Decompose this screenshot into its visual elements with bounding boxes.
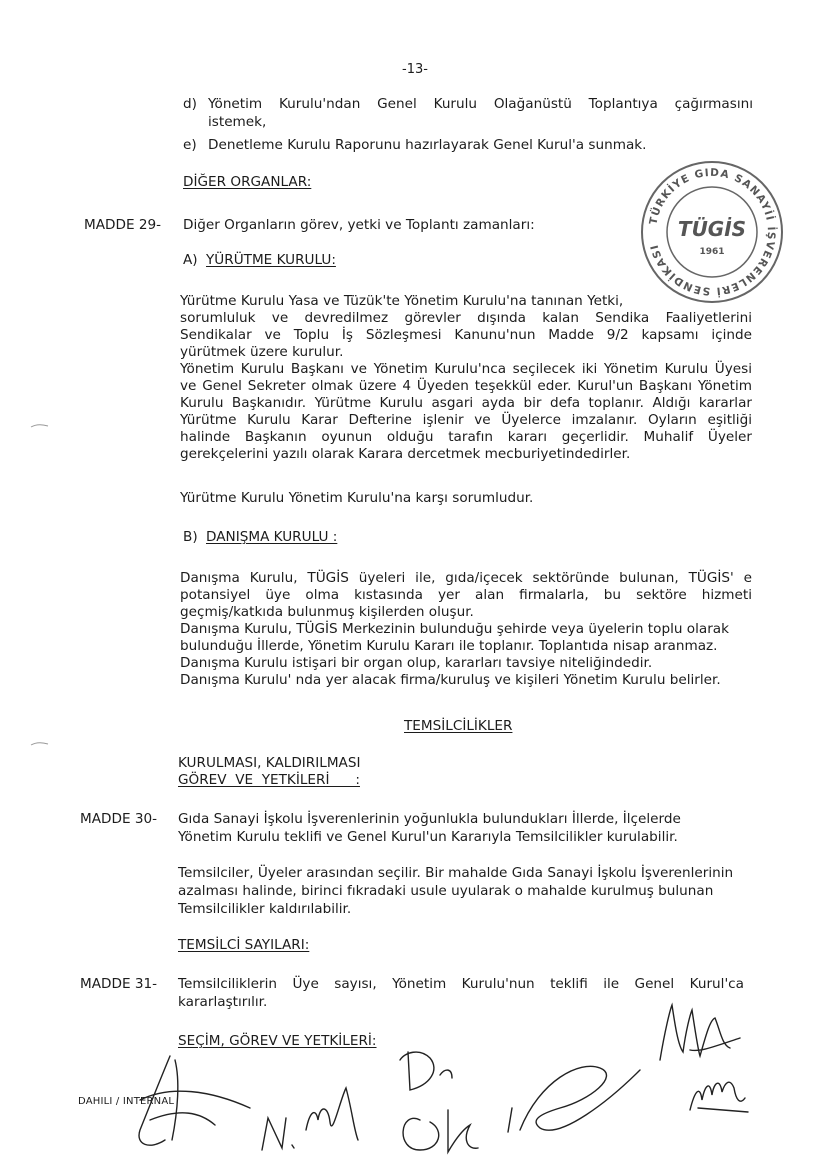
seal-name: TÜGİS bbox=[677, 217, 747, 241]
danisma-line-6: Danışma Kurulu istişari bir organ olup, kararları tavsiye niteliğindedir. bbox=[180, 655, 653, 671]
kurulmasi-line-2: GÖREV VE YETKİLERİ : bbox=[178, 772, 360, 788]
heading-diger-organlar: DİĞER ORGANLAR: bbox=[183, 174, 312, 190]
item-d-line-2: istemek, bbox=[208, 114, 267, 130]
yurutme-line-5: Yönetim Kurulu Başkanı ve Yönetim Kurulu'nca seçilecek iki Yönetim Kurulu Üyesi bbox=[180, 361, 752, 377]
madde-30-line-4: azalması halinde, birinci fıkradaki usule uyularak o mahalde kurulmuş bulunan bbox=[178, 883, 714, 899]
madde-30-line-2: Yönetim Kurulu teklifi ve Genel Kurul'un Kararıyla Temsilcilikler kurulabilir. bbox=[178, 829, 678, 845]
yurutme-line-7: Kurulu Başkanıdır. Yürütme Kurulu asgari ayda bir defa toplanır. Aldığı kararlar bbox=[180, 395, 752, 411]
madde-31-line-2: kararlaştırılır. bbox=[178, 994, 268, 1010]
madde-30-line-3: Temsilciler, Üyeler arasından seçilir. Bir mahalde Gıda Sanayi İşkolu İşverenlerinin bbox=[178, 865, 734, 881]
yurutme-line-2: sorumluluk ve devredilmez görevler dışında kalan Sendika Faaliyetlerini bbox=[180, 310, 752, 326]
tugis-seal-stamp bbox=[636, 156, 788, 308]
margin-mark bbox=[30, 422, 50, 430]
yurutme-line-9: halinde Başkanın oyunun olduğu tarafın kararı geçerlidir. Muhalif Üyeler bbox=[180, 429, 752, 445]
footer-classification-label: DAHILI / INTERNAL bbox=[78, 1096, 175, 1107]
item-d-marker: d) bbox=[183, 96, 197, 112]
item-e-line-1: Denetleme Kurulu Raporunu hazırlayarak Genel Kurul'a sunmak. bbox=[208, 137, 647, 153]
section-a-heading: YÜRÜTME KURULU: bbox=[206, 252, 336, 268]
yurutme-line-1: Yürütme Kurulu Yasa ve Tüzük'te Yönetim Kurulu'na tanınan Yetki, bbox=[180, 293, 624, 309]
yurutme-line-6: ve Genel Sekreter olmak üzere 4 Üyeden teşekkül eder. Kurul'un Başkanı Yönetim bbox=[180, 378, 752, 394]
madde-31-line-1: Temsilciliklerin Üye sayısı, Yönetim Kurulu'nun teklifi ile Genel Kurul'ca bbox=[178, 976, 744, 992]
madde-30-line-5: Temsilcilikler kaldırılabilir. bbox=[178, 901, 352, 917]
seal-year: 1961 bbox=[699, 247, 725, 257]
madde-30-line-1: Gıda Sanayi İşkolu İşverenlerinin yoğunlukla bulundukları İllerde, İlçelerde bbox=[178, 811, 681, 827]
section-b-marker: B) bbox=[183, 529, 198, 545]
page-number: -13- bbox=[402, 62, 428, 77]
madde-30-label: MADDE 30- bbox=[80, 811, 158, 827]
heading-temsilcilikler: TEMSİLCİLİKLER bbox=[404, 718, 513, 734]
yurutme-line-10: gerekçelerini yazılı olarak Karara dercetmek mecburiyetindedirler. bbox=[180, 446, 631, 462]
yurutme-line-3: Sendikalar ve Toplu İş Sözleşmesi Kanunu'nun Madde 9/2 kapsamı içinde bbox=[180, 327, 752, 343]
item-e-marker: e) bbox=[183, 137, 197, 153]
danisma-line-4: Danışma Kurulu, TÜGİS Merkezinin bulunduğu şehirde veya üyelerin toplu olarak bbox=[180, 621, 730, 637]
kurulmasi-line-1: KURULMASI, KALDIRILMASI bbox=[178, 755, 361, 771]
madde-31-label: MADDE 31- bbox=[80, 976, 158, 992]
yurutme-line-4: yürütmek üzere kurulur. bbox=[180, 344, 344, 360]
danisma-line-5: bulunduğu İllerde, Yönetim Kurulu Kararı ile toplanır. Toplantıda nisap aranmaz. bbox=[180, 638, 718, 654]
danisma-line-1: Danışma Kurulu, TÜGİS üyeleri ile, gıda/içecek sektöründe bulunan, TÜGİS' e bbox=[180, 570, 752, 586]
handwritten-signatures bbox=[0, 990, 828, 1174]
heading-secim: SEÇİM, GÖREV VE YETKİLERİ: bbox=[178, 1033, 377, 1049]
heading-temsilci-sayilari: TEMSİLCİ SAYILARI: bbox=[178, 937, 310, 953]
danisma-line-7: Danışma Kurulu' nda yer alacak firma/kuruluş ve kişileri Yönetim Kurulu belirler. bbox=[180, 672, 721, 688]
section-b-heading: DANIŞMA KURULU : bbox=[206, 529, 338, 545]
yurutme-line-8: Yürütme Kurulu Karar Defterine işlenir ve Üyelerce imzalanır. Oyların eşitliği bbox=[180, 412, 752, 428]
section-a-marker: A) bbox=[183, 252, 198, 268]
danisma-line-3: geçmiş/katkıda bulunmuş kişilerden oluşur. bbox=[180, 604, 474, 620]
madde-29-title: Diğer Organların görev, yetki ve Toplantı zamanları: bbox=[183, 217, 535, 233]
margin-mark bbox=[30, 740, 50, 748]
seal-outer-text: TÜRKİYE GIDA SANAYİİ İŞVERENLERİ SENDİKASI bbox=[647, 166, 778, 298]
madde-29-label: MADDE 29- bbox=[84, 217, 162, 233]
item-d-line-1: Yönetim Kurulu'ndan Genel Kurulu Olağanüstü Toplantıya çağırmasını bbox=[208, 96, 753, 112]
danisma-line-2: potansiyel üye olma kıstasında yer alan firmalarla, bu sektöre hizmeti bbox=[180, 587, 752, 603]
yurutme-sorumlu: Yürütme Kurulu Yönetim Kurulu'na karşı sorumludur. bbox=[180, 490, 534, 506]
